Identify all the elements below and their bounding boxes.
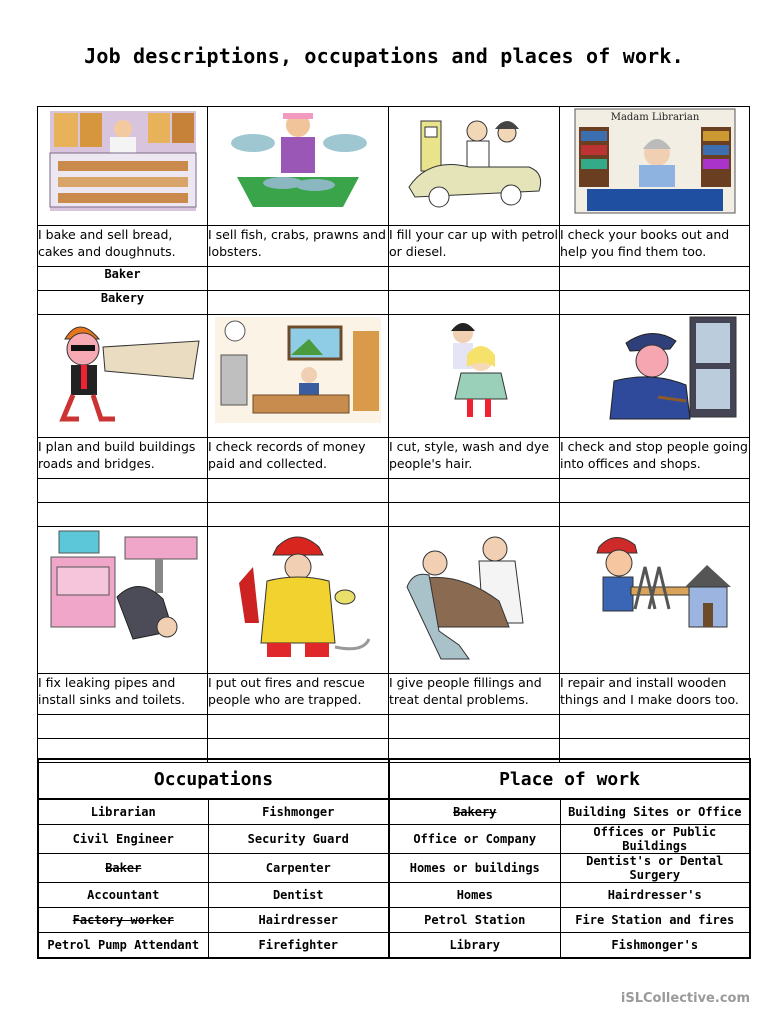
picture-cell [38,107,208,226]
job-description: I give people fillings and treat dental problems. [389,674,560,715]
place-word: Petrol Station [389,908,560,933]
occupation-word: Civil Engineer [38,825,208,854]
occupation-word: Dentist [208,883,389,908]
place-word: Hairdresser's [560,883,750,908]
plumber-picture [43,527,203,659]
fishmonger-picture [223,107,373,213]
occupation-word: Accountant [38,883,208,908]
word-bank-table [37,758,751,959]
place-word: Fishmonger's [560,933,750,959]
job-description: I fill your car up with petrol or diesel. [389,226,560,267]
occupation-answer-field[interactable] [389,479,560,503]
occupation-answer-field[interactable] [560,715,750,739]
place-answer-field[interactable] [208,291,389,315]
site-watermark: iSLCollective.com [620,991,750,1006]
place-of-work-heading: Place of work [389,759,750,799]
occupation-answer-field[interactable]: Baker [38,267,208,291]
place-word: Homes [389,883,560,908]
place-answer-field[interactable] [560,503,750,527]
picture-cell [208,107,389,226]
occupation-answer-field[interactable] [38,715,208,739]
place-word: Fire Station and fires [560,908,750,933]
librarian-picture [573,107,737,215]
petrol-pump-attendant-picture [399,107,549,213]
job-description: I bake and sell bread, cakes and doughnuts. [38,226,208,267]
place-word: Building Sites or Office [560,799,750,825]
place-word: Offices or Public Buildings [560,825,750,854]
place-word: Dentist's or Dental Surgery [560,854,750,883]
place-word: Library [389,933,560,959]
occupation-word: Security Guard [208,825,389,854]
occupation-word: Petrol Pump Attendant [38,933,208,959]
job-description: I cut, style, wash and dye people's hair. [389,438,560,479]
job-description: I check records of money paid and collected. [208,438,389,479]
job-cards-grid [37,106,750,763]
picture-cell [38,527,208,674]
occupation-word: Librarian [38,799,208,825]
job-description: I check your books out and help you find them too. [560,226,750,267]
accountant-office-picture [213,315,383,425]
civil-engineer-picture [43,315,203,425]
place-answer-field[interactable] [389,291,560,315]
hairdresser-picture [409,315,539,425]
occupations-heading: Occupations [38,759,389,799]
job-description: I fix leaking pipes and install sinks and toilets. [38,674,208,715]
firefighter-picture [223,527,373,663]
place-answer-field[interactable]: Bakery [38,291,208,315]
carpenter-picture [575,527,735,647]
security-guard-picture [570,315,740,425]
occupation-word: Fishmonger [208,799,389,825]
job-description: I repair and install wooden things and I make doors too. [560,674,750,715]
picture-cell [389,315,560,438]
picture-cell [208,527,389,674]
place-word: Homes or buildings [389,854,560,883]
place-answer-field[interactable] [208,503,389,527]
picture-cell [208,315,389,438]
place-word: Office or Company [389,825,560,854]
occupation-answer-field[interactable] [208,715,389,739]
picture-cell [560,315,750,438]
picture-cell [389,107,560,226]
occupation-answer-field[interactable] [560,479,750,503]
job-description: I sell fish, crabs, prawns and lobsters. [208,226,389,267]
occupation-word: Factory worker [38,908,208,933]
place-answer-field[interactable] [560,291,750,315]
occupation-word: Baker [38,854,208,883]
occupation-answer-field[interactable] [208,479,389,503]
librarian-picture-text: Madam Librarian [610,112,699,123]
occupation-answer-field[interactable] [389,715,560,739]
picture-cell [38,315,208,438]
occupation-answer-field[interactable] [208,267,389,291]
occupation-answer-field[interactable] [38,479,208,503]
place-answer-field[interactable] [38,503,208,527]
occupation-answer-field[interactable] [560,267,750,291]
picture-cell [389,527,560,674]
place-answer-field[interactable] [389,503,560,527]
job-description: I put out fires and rescue people who are trapped. [208,674,389,715]
occupation-word: Hairdresser [208,908,389,933]
occupation-word: Carpenter [208,854,389,883]
dentist-picture [399,527,549,663]
occupation-answer-field[interactable] [389,267,560,291]
worksheet-title: Job descriptions, occupations and places of work. [84,44,684,68]
occupation-word: Firefighter [208,933,389,959]
bakery-counter-picture [44,107,202,213]
job-description: I plan and build buildings roads and bridges. [38,438,208,479]
job-description: I check and stop people going into offices and shops. [560,438,750,479]
place-word: Bakery [389,799,560,825]
picture-cell [560,107,750,226]
picture-cell [560,527,750,674]
